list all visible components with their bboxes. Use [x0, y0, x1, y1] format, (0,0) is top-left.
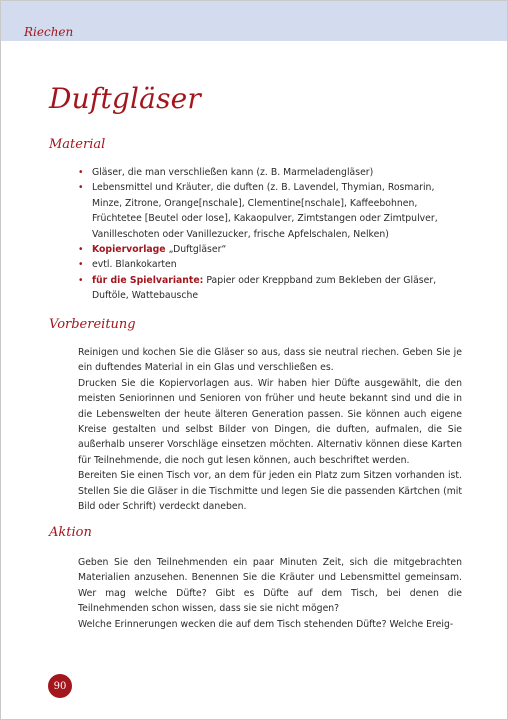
aktion-heading: Aktion: [49, 525, 92, 540]
paragraph: Drucken Sie die Kopiervorlagen aus. Wir haben hier Düfte ausgewählt, die den meisten Seniorinnen und Senioren von früher und heute bekannt sind und die in die Lebenswelten der heute älteren Generation passen. Sie können auch eigene Kreise gestalten und selbst Bilder von Dingen, die duften, aufmalen, die Sie außerhalb unserer Vorschläge einsetzen möchten. Alternativ können diese Karten für Teilnehmende, die noch gut lesen können, auch beschriftet werden.: [78, 377, 462, 466]
vorbereitung-heading: Vorbereitung: [49, 317, 136, 332]
chapter-label: Riechen: [24, 25, 74, 39]
material-list: [78, 165, 463, 304]
material-item: • Gläser, die man verschließen kann (z. B. Marmeladengläser): [78, 165, 463, 180]
material-item: • Lebensmittel und Kräuter, die duften (z. B. Lavendel, Thymian, Rosmarin, Minze, Zitrone, Orange[nschale], Clementine[nschale], Kaffeebohnen, Früchtetee [Beutel oder lose], Kakaopulver, Zimtstangen oder Zimtpulver, Vanilleschoten oder Vanillezucker, frische Apfelschalen, Nelken): [78, 180, 463, 242]
vorbereitung-text: [78, 345, 462, 514]
page-title: Duftgläser: [49, 82, 201, 115]
paragraph: Bereiten Sie einen Tisch vor, an dem für jeden ein Platz zum Sitzen vorhanden ist. Stellen Sie die Gläser in die Tischmitte und legen Sie die passenden Kärtchen (mit Bild oder Schrift) verdeckt daneben.: [78, 470, 462, 513]
paragraph: Geben Sie den Teilnehmenden ein paar Minuten Zeit, sich die mitgebrachten Materialien anzusehen. Benennen Sie die Kräuter und Lebensmittel gemeinsam. Wer mag welche Düfte? Gibt es Düfte auf dem Tisch, bei denen die Teilnehmenden schon wissen, dass sie sie nicht mögen?: [78, 557, 462, 615]
material-item: • evtl. Blankokarten: [78, 257, 463, 272]
page-number-badge: 90: [48, 674, 72, 698]
header-band: [1, 1, 507, 41]
material-item: • Kopiervorlage „Duftgläser“: [78, 242, 463, 257]
paragraph: Welche Erinnerungen wecken die auf dem Tisch stehenden Düfte? Welche Ereig-: [78, 618, 454, 630]
aktion-text: [78, 555, 462, 632]
paragraph: Reinigen und kochen Sie die Gläser so aus, dass sie neutral riechen. Geben Sie je ein duftendes Material in ein Glas und verschließen es.: [78, 347, 462, 374]
material-heading: Material: [49, 137, 106, 152]
material-item: • für die Spielvariante: Papier oder Kreppband zum Bekleben der Gläser, Duftöle, Wattebausche: [78, 273, 463, 304]
